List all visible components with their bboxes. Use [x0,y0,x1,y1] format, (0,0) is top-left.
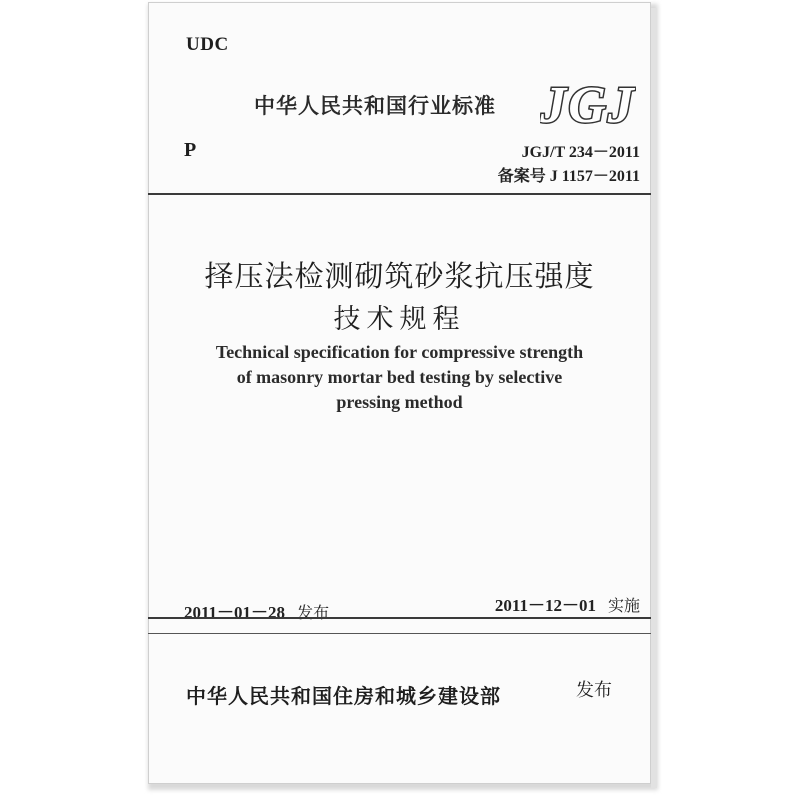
issue-label: 发布 [297,603,330,622]
standard-number: JGJ/T 234－2011 [521,144,640,161]
implement-date-block [495,591,640,616]
issuing-action: 发布 [576,680,612,701]
title-english [148,340,651,415]
title-english-line-3: pressing method [336,392,463,412]
issue-date: 2011－01－28 [184,603,286,622]
title-chinese-line-1: 择压法检测砌筑砂浆抗压强度 [204,259,595,293]
implement-date: 2011－12－01 [494,596,596,615]
footer-divider [148,617,651,619]
record-number: 备案号 J 1157－2011 [497,168,640,185]
implement-label: 实施 [607,596,640,615]
cover-page-edge [651,8,657,788]
issue-date-block [184,598,329,623]
classification-letter: P [184,139,197,161]
udc-label: UDC [186,34,229,55]
standard-category: 中华人民共和国行业标准 [254,94,496,118]
footer-divider-thin [148,633,651,634]
title-chinese-line-2: 技术规程 [333,304,466,335]
jgj-logo [540,78,636,128]
jgj-logo-text: JGJ [540,78,636,128]
title-english-line-2: of masonry mortar bed testing by selective [236,367,563,387]
issuing-authority: 中华人民共和国住房和城乡建设部 [186,684,501,708]
header-divider [148,193,651,195]
title-english-line-1: Technical specification for compressive strength [215,342,584,362]
